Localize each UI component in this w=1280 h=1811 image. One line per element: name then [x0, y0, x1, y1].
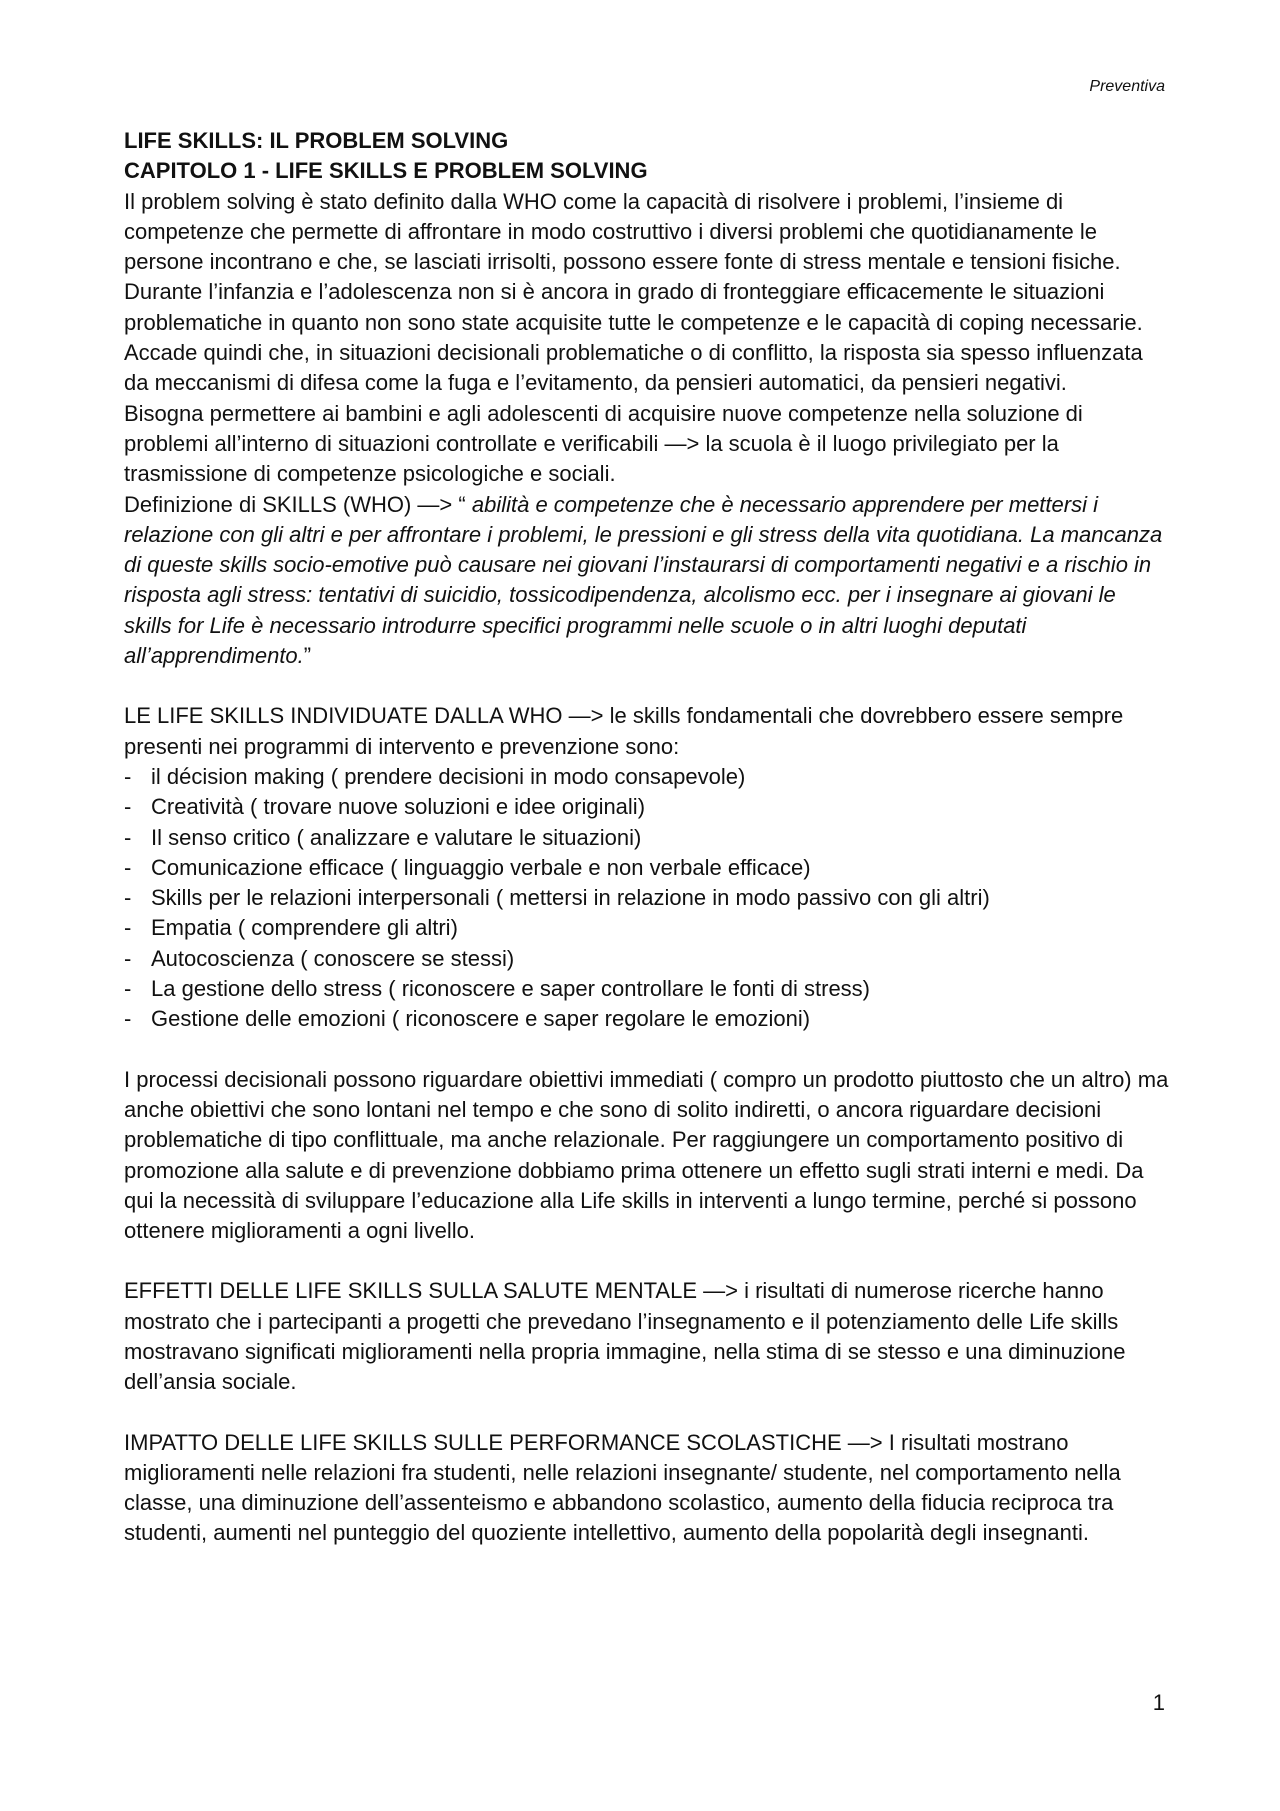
bullet-dash: - — [124, 945, 132, 971]
skills-definition-close-quote: ” — [303, 643, 312, 669]
paragraph-school-performance-impact: IMPATTO DELLE LIFE SKILLS SULLE PERFORMANCE SCOLASTICHE —> I risultati mostrano miglioramenti nelle relazioni fra studenti, nelle relazioni insegnante/ studente, nel comportamento nella classe, una diminuzione dell’assenteismo e abbandono scolastico, aumento della fiducia reciproca tra studenti, aumenti nel punteggio del quoziente intellettivo, aumento della popolarità degli insegnanti. — [124, 1429, 1121, 1546]
paragraph-who-life-skills: LE LIFE SKILLS INDIVIDUATE DALLA WHO —> le skills fondamentali che dovrebbero essere sempre presenti nei programmi di intervento e prevenzione sono: — [124, 703, 1124, 759]
paragraph-school-role: Bisogna permettere ai bambini e agli adolescenti di acquisire nuove competenze nella soluzione di problemi all’interno di situazioni controllate e verificabili —> la scuola è il luogo privilegiato per la trasmissione di competenze psicologiche e sociali. — [124, 400, 1083, 487]
running-header: Preventiva — [1089, 78, 1165, 95]
list-item — [124, 974, 1169, 1004]
list-item — [124, 883, 1169, 913]
list-item-text: Il senso critico ( analizzare e valutare le situazioni) — [151, 824, 642, 850]
list-item — [124, 1004, 1169, 1034]
bullet-dash: - — [124, 976, 132, 1002]
bullet-dash: - — [124, 824, 132, 850]
list-item — [124, 944, 1169, 974]
paragraph-childhood-coping: Durante l’infanzia e l’adolescenza non si è ancora in grado di fronteggiare efficacemente le situazioni problematiche in quanto non sono state acquisite tutte le competenze e le capacità di coping necessarie. Accade quindi che, in situazioni decisionali problematiche o di conflitto, la risposta sia spesso influenzata da meccanismi di difesa come la fuga e l’evitamento, da pensieri automatici, da pensieri negativi. — [124, 279, 1143, 396]
list-item-text: Empatia ( comprendere gli altri) — [151, 915, 458, 941]
list-item — [124, 762, 1169, 792]
list-item-text: Creatività ( trovare nuove soluzioni e idee originali) — [151, 794, 646, 820]
list-item — [124, 913, 1169, 943]
bullet-dash: - — [124, 854, 132, 880]
document-body — [124, 126, 1169, 1549]
chapter-title: CAPITOLO 1 - LIFE SKILLS E PROBLEM SOLVING — [124, 158, 648, 184]
paragraph-problem-solving-definition: Il problem solving è stato definito dalla WHO come la capacità di risolvere i problemi, l’insieme di competenze che permette di affrontare in modo costruttivo i diversi problemi che quotidianamente le persone incontrano e che, se lasciati irrisolti, possono essere fonte di stress mentale e tensioni fisiche. — [124, 188, 1121, 275]
page-number: 1 — [1152, 1690, 1165, 1715]
list-item-text: Skills per le relazioni interpersonali ( mettersi in relazione in modo passivo con gli altri) — [151, 885, 990, 911]
list-item — [124, 823, 1169, 853]
list-item-text: Autocoscienza ( conoscere se stessi) — [151, 945, 515, 971]
bullet-dash: - — [124, 885, 132, 911]
skills-definition-quote: abilità e competenze che è necessario apprendere per mettersi i relazione con gli altri e per affrontare i problemi, le pressioni e gli stress della vita quotidiana. La mancanza di queste skills socio-emotive può causare nei giovani l’instaurarsi di comportamenti negativi e a rischio in risposta agli stress: tentativi di suicidio, tossicodipendenza, alcolismo ecc. per i insegnare ai giovani le skills for Life è necessario introdurre specifici programmi nelle scuole o in altri luoghi deputati all’apprendimento. — [124, 491, 1163, 669]
bullet-dash: - — [124, 763, 132, 789]
skills-definition-lead: Definizione di SKILLS (WHO) —> “ — [124, 491, 472, 517]
list-item-text: La gestione dello stress ( riconoscere e saper controllare le fonti di stress) — [151, 976, 871, 1002]
list-item — [124, 792, 1169, 822]
list-item-text: Gestione delle emozioni ( riconoscere e saper regolare le emozioni) — [151, 1006, 811, 1032]
bullet-dash: - — [124, 915, 132, 941]
list-item-text: Comunicazione efficace ( linguaggio verbale e non verbale efficace) — [151, 854, 811, 880]
bullet-dash: - — [124, 794, 132, 820]
paragraph-mental-health-effects: EFFETTI DELLE LIFE SKILLS SULLA SALUTE MENTALE —> i risultati di numerose ricerche hanno mostrato che i partecipanti a progetti che prevedano l’insegnamento e il potenziamento delle Life skills mostravano significati miglioramenti nella propria immagine, nella stima di se stesso e una diminuzione dell’ansia sociale. — [124, 1278, 1126, 1395]
main-title: LIFE SKILLS: IL PROBLEM SOLVING — [124, 128, 509, 153]
paragraph-decision-processes: I processi decisionali possono riguardare obiettivi immediati ( compro un prodotto piuttosto che un altro) ma anche obiettivi che sono lontani nel tempo e che sono di solito indiretti, o ancora riguardare decisioni problematiche di tipo conflittuale, ma anche relazionale. Per raggiungere un comportamento positivo di promozione alla salute e di prevenzione dobbiamo prima ottenere un effetto sugli strati interni e medi. Da qui la necessità di sviluppare l’educazione alla Life skills in interventi a lungo termine, perché si possono ottenere miglioramenti a ogni livello. — [124, 1066, 1169, 1244]
paragraph-skills-definition — [124, 490, 1169, 672]
list-item — [124, 853, 1169, 883]
list-item-text: il décision making ( prendere decisioni in modo consapevole) — [151, 763, 746, 789]
skills-list — [124, 762, 1169, 1035]
bullet-dash: - — [124, 1006, 132, 1032]
